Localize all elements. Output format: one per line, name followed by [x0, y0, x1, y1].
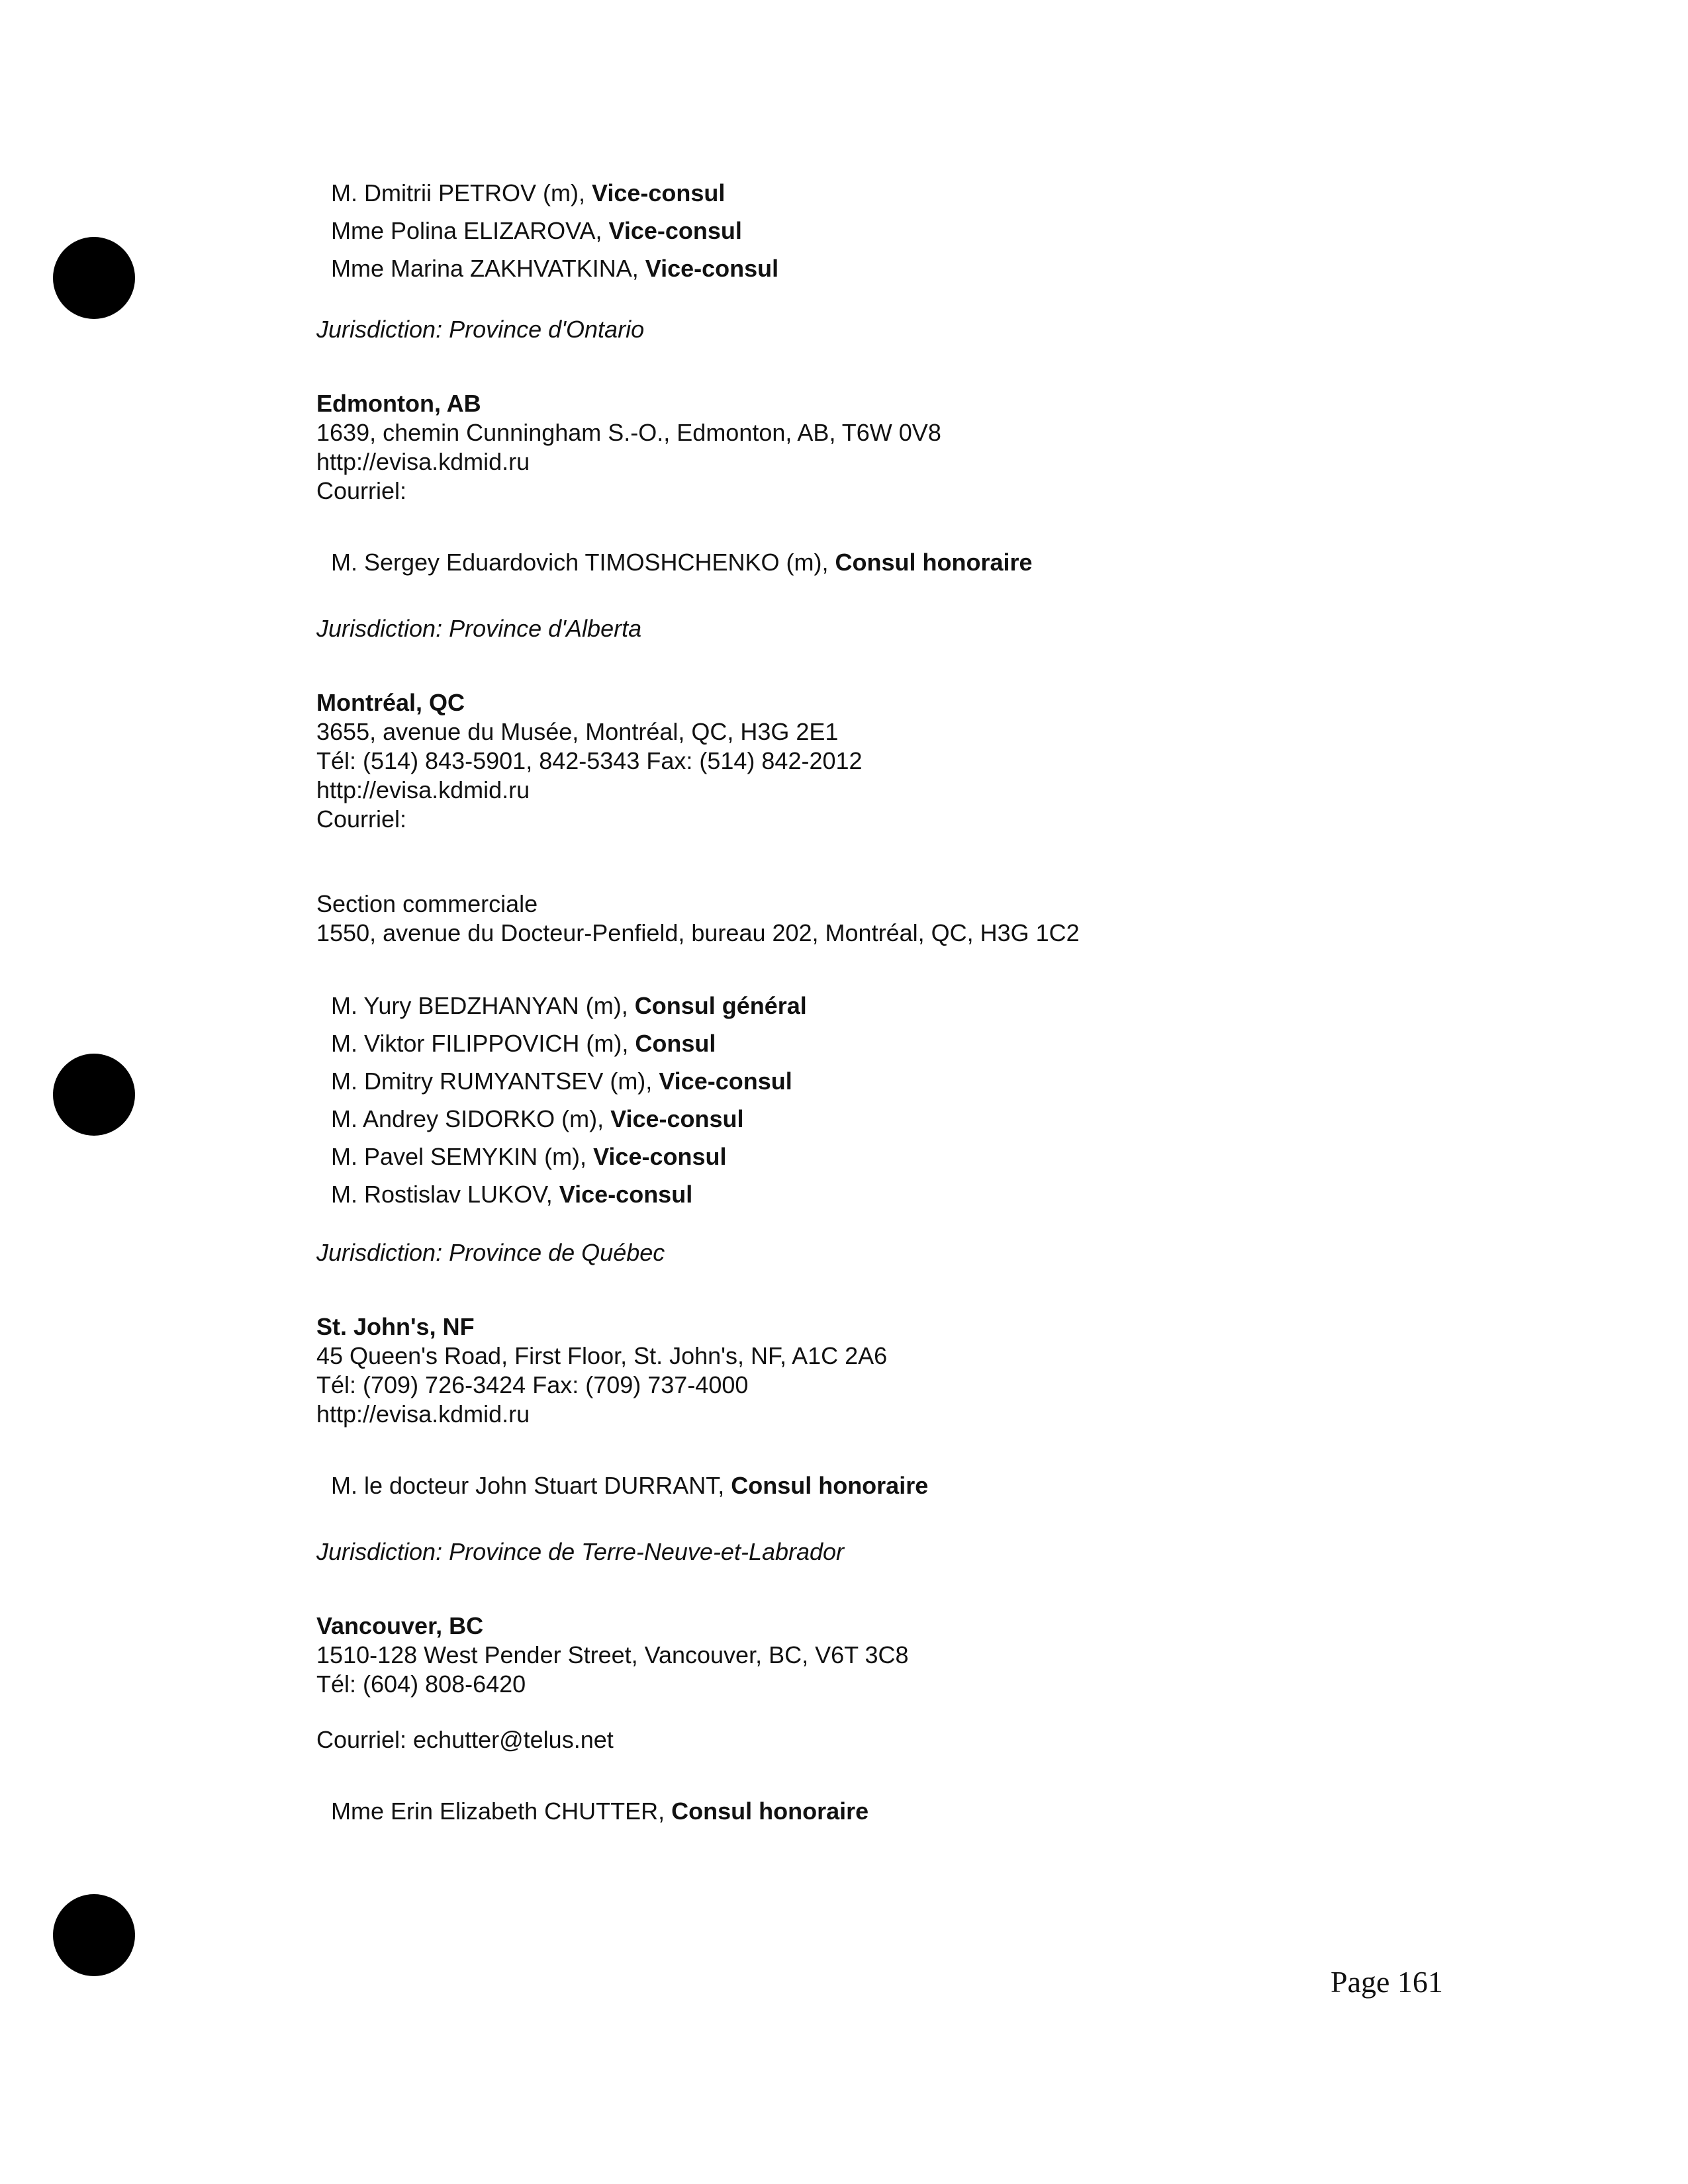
staff-entry: M. Viktor FILIPPOVICH (m), Consul [331, 1030, 716, 1057]
document-body [316, 179, 1574, 1835]
address: 1639, chemin Cunningham S.-O., Edmonton, AB, T6W 0V8 [316, 419, 941, 446]
staff-entry: M. Yury BEDZHANYAN (m), Consul général [331, 992, 807, 1019]
staff-entry: M. Andrey SIDORKO (m), Vice-consul [331, 1105, 744, 1132]
office-st-johns [316, 1312, 1574, 1567]
staff-entry: M. le docteur John Stuart DURRANT, Consul honoraire [331, 1472, 929, 1499]
section-title: Section commerciale [316, 890, 538, 917]
jurisdiction: Jurisdiction: Province de Québec [316, 1239, 665, 1266]
staff-entry: Mme Erin Elizabeth CHUTTER, Consul honoraire [331, 1797, 869, 1825]
staff-entry: M. Dmitry RUMYANTSEV (m), Vice-consul [331, 1068, 792, 1095]
jurisdiction: Jurisdiction: Province d'Ontario [316, 316, 645, 343]
staff-entry: M. Pavel SEMYKIN (m), Vice-consul [331, 1143, 727, 1170]
email: Courriel: echutter@telus.net [316, 1726, 614, 1753]
office-montreal [316, 688, 1574, 1267]
staff-list [316, 991, 1574, 1209]
city-heading: Montréal, QC [316, 689, 465, 716]
staff-entry: M. Dmitrii PETROV (m), Vice-consul [331, 179, 726, 206]
address: 45 Queen's Road, First Floor, St. John's, NF, A1C 2A6 [316, 1342, 888, 1369]
email: Courriel: [316, 477, 407, 504]
binder-hole-top [53, 237, 135, 319]
phone-fax: Tél: (709) 726-3424 Fax: (709) 737-4000 [316, 1371, 749, 1398]
city-heading: St. John's, NF [316, 1313, 475, 1340]
phone-fax: Tél: (514) 843-5901, 842-5343 Fax: (514) 842-2012 [316, 747, 863, 774]
staff-entry: M. Sergey Eduardovich TIMOSHCHENKO (m), Consul honoraire [331, 549, 1033, 576]
address: 3655, avenue du Musée, Montréal, QC, H3G 2E1 [316, 718, 839, 745]
binder-hole-bottom [53, 1894, 135, 1976]
city-heading: Edmonton, AB [316, 390, 481, 417]
address: 1510-128 West Pender Street, Vancouver, BC, V6T 3C8 [316, 1641, 909, 1668]
jurisdiction: Jurisdiction: Province de Terre-Neuve-et-Labrador [316, 1538, 845, 1565]
staff-entry: Mme Polina ELIZAROVA, Vice-consul [331, 217, 742, 244]
staff-entry: M. Rostislav LUKOV, Vice-consul [331, 1181, 693, 1208]
email: Courriel: [316, 805, 407, 833]
city-heading: Vancouver, BC [316, 1612, 484, 1639]
binder-hole-middle [53, 1054, 135, 1136]
staff-entry: Mme Marina ZAKHVATKINA, Vice-consul [331, 255, 779, 282]
website: http://evisa.kdmid.ru [316, 776, 530, 803]
website: http://evisa.kdmid.ru [316, 1400, 530, 1428]
jurisdiction: Jurisdiction: Province d'Alberta [316, 615, 642, 642]
office-edmonton [316, 389, 1574, 643]
office-vancouver [316, 1612, 1574, 1826]
phone: Tél: (604) 808-6420 [316, 1670, 526, 1698]
website: http://evisa.kdmid.ru [316, 448, 530, 475]
top-block [316, 179, 1574, 344]
page-number: Page 161 [1331, 1965, 1443, 1999]
section-address: 1550, avenue du Docteur-Penfield, bureau 202, Montréal, QC, H3G 1C2 [316, 919, 1080, 946]
